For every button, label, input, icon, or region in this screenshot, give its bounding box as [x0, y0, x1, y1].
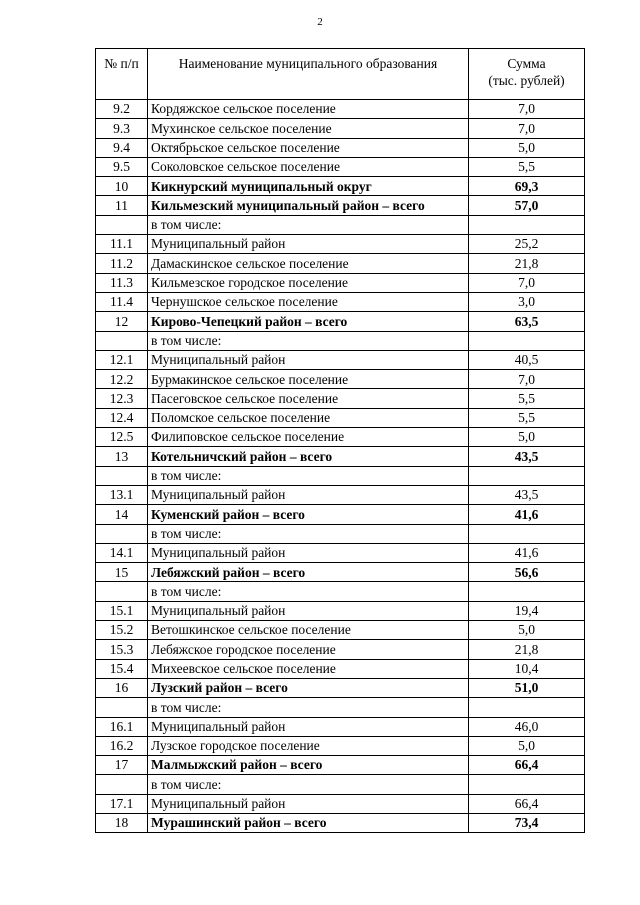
row-number-cell [96, 215, 148, 234]
row-number-cell: 11 [96, 196, 148, 215]
row-number-cell: 12.3 [96, 389, 148, 408]
header-row [96, 49, 585, 100]
row-name-cell: Муниципальный район [148, 794, 469, 813]
row-sum-cell [469, 215, 585, 234]
row-sum-cell: 19,4 [469, 601, 585, 620]
row-sum-cell: 5,5 [469, 389, 585, 408]
row-name-cell: Лебяжский район – всего [148, 563, 469, 582]
row-sum-cell [469, 466, 585, 485]
row-number-cell: 16.2 [96, 736, 148, 755]
table-row [96, 196, 585, 215]
table-row [96, 138, 585, 157]
row-sum-cell: 5,0 [469, 428, 585, 447]
row-number-cell: 15.4 [96, 659, 148, 678]
row-name-cell: Муниципальный район [148, 543, 469, 562]
table-row [96, 563, 585, 582]
table-row [96, 428, 585, 447]
row-name-cell: Бурмакинское сельское поселение [148, 370, 469, 389]
row-sum-cell: 56,6 [469, 563, 585, 582]
row-name-cell: Соколовское сельское поселение [148, 157, 469, 176]
table-row [96, 370, 585, 389]
table-row [96, 447, 585, 466]
row-name-cell: Котельничский район – всего [148, 447, 469, 466]
table-row [96, 119, 585, 138]
row-name-cell: Дамаскинское сельское поселение [148, 254, 469, 273]
table-row [96, 466, 585, 485]
row-sum-cell: 69,3 [469, 177, 585, 196]
row-name-cell: Филиповское сельское поселение [148, 428, 469, 447]
row-sum-cell [469, 582, 585, 601]
header-sum [469, 49, 585, 100]
row-number-cell: 12.4 [96, 408, 148, 427]
row-name-cell: Ветошкинское сельское поселение [148, 621, 469, 640]
table-row [96, 582, 585, 601]
row-number-cell: 9.3 [96, 119, 148, 138]
table-row [96, 157, 585, 176]
row-sum-cell: 5,5 [469, 157, 585, 176]
row-sum-cell [469, 331, 585, 350]
row-number-cell: 9.2 [96, 100, 148, 119]
table-row [96, 312, 585, 331]
row-number-cell: 16.1 [96, 717, 148, 736]
header-num: № п/п [96, 49, 148, 100]
row-sum-cell: 46,0 [469, 717, 585, 736]
row-sum-cell: 5,0 [469, 621, 585, 640]
table-row [96, 621, 585, 640]
table-row [96, 331, 585, 350]
table-row [96, 698, 585, 717]
header-sum-line1: Сумма [507, 56, 546, 71]
row-sum-cell: 7,0 [469, 119, 585, 138]
row-number-cell: 12.5 [96, 428, 148, 447]
allocation-table [95, 48, 585, 833]
table-row [96, 756, 585, 775]
table-row [96, 794, 585, 813]
row-sum-cell: 5,0 [469, 736, 585, 755]
table-row [96, 524, 585, 543]
row-sum-cell: 43,5 [469, 447, 585, 466]
row-number-cell [96, 466, 148, 485]
table-row [96, 273, 585, 292]
row-number-cell [96, 582, 148, 601]
row-name-cell: Муниципальный район [148, 601, 469, 620]
row-number-cell: 18 [96, 813, 148, 832]
row-sum-cell: 7,0 [469, 370, 585, 389]
row-name-cell: в том числе: [148, 466, 469, 485]
row-sum-cell: 41,6 [469, 505, 585, 524]
page-number: 2 [317, 16, 323, 28]
table-row [96, 215, 585, 234]
table-row [96, 678, 585, 697]
table-row [96, 235, 585, 254]
row-number-cell: 10 [96, 177, 148, 196]
row-sum-cell: 66,4 [469, 756, 585, 775]
table-row [96, 601, 585, 620]
row-sum-cell: 73,4 [469, 813, 585, 832]
table-row [96, 100, 585, 119]
row-name-cell: в том числе: [148, 698, 469, 717]
row-sum-cell: 21,8 [469, 254, 585, 273]
table-row [96, 389, 585, 408]
row-number-cell: 14.1 [96, 543, 148, 562]
row-number-cell: 13.1 [96, 485, 148, 504]
table-row [96, 350, 585, 369]
row-name-cell: Куменский район – всего [148, 505, 469, 524]
row-name-cell: Октябрьское сельское поселение [148, 138, 469, 157]
row-sum-cell: 25,2 [469, 235, 585, 254]
row-sum-cell: 21,8 [469, 640, 585, 659]
row-name-cell: Кильмезское городское поселение [148, 273, 469, 292]
row-name-cell: Кильмезский муниципальный район – всего [148, 196, 469, 215]
row-sum-cell: 41,6 [469, 543, 585, 562]
row-name-cell: в том числе: [148, 331, 469, 350]
row-number-cell: 11.4 [96, 292, 148, 311]
row-number-cell: 15.3 [96, 640, 148, 659]
row-number-cell: 15 [96, 563, 148, 582]
row-number-cell: 11.1 [96, 235, 148, 254]
row-sum-cell: 3,0 [469, 292, 585, 311]
row-number-cell [96, 331, 148, 350]
row-name-cell: Муниципальный район [148, 350, 469, 369]
table-row [96, 543, 585, 562]
row-name-cell: Чернушское сельское поселение [148, 292, 469, 311]
table-row [96, 659, 585, 678]
row-sum-cell: 5,5 [469, 408, 585, 427]
row-sum-cell: 63,5 [469, 312, 585, 331]
row-sum-cell: 43,5 [469, 485, 585, 504]
row-name-cell: Мухинское сельское поселение [148, 119, 469, 138]
table-row [96, 408, 585, 427]
row-sum-cell: 5,0 [469, 138, 585, 157]
row-number-cell: 17.1 [96, 794, 148, 813]
row-number-cell: 13 [96, 447, 148, 466]
row-number-cell: 12 [96, 312, 148, 331]
table-row [96, 254, 585, 273]
row-sum-cell: 10,4 [469, 659, 585, 678]
row-sum-cell: 7,0 [469, 273, 585, 292]
row-number-cell: 12.2 [96, 370, 148, 389]
row-number-cell: 16 [96, 678, 148, 697]
row-sum-cell [469, 524, 585, 543]
header-name: Наименование муниципального образования [148, 49, 469, 100]
row-name-cell: в том числе: [148, 775, 469, 794]
row-number-cell: 17 [96, 756, 148, 775]
row-number-cell [96, 524, 148, 543]
row-number-cell: 11.2 [96, 254, 148, 273]
row-sum-cell: 40,5 [469, 350, 585, 369]
row-number-cell: 15.1 [96, 601, 148, 620]
row-name-cell: Муниципальный район [148, 485, 469, 504]
table-header [96, 49, 585, 100]
table-row [96, 736, 585, 755]
row-name-cell: в том числе: [148, 582, 469, 601]
row-sum-cell [469, 775, 585, 794]
row-number-cell: 11.3 [96, 273, 148, 292]
row-name-cell: Кордяжское сельское поселение [148, 100, 469, 119]
row-number-cell: 15.2 [96, 621, 148, 640]
row-name-cell: Лебяжское городское поселение [148, 640, 469, 659]
table-row [96, 292, 585, 311]
row-name-cell: Кирово-Чепецкий район – всего [148, 312, 469, 331]
row-name-cell: Мурашинский район – всего [148, 813, 469, 832]
table-body [96, 100, 585, 833]
row-number-cell [96, 698, 148, 717]
row-number-cell: 14 [96, 505, 148, 524]
row-name-cell: Муниципальный район [148, 717, 469, 736]
row-name-cell: Пасеговское сельское поселение [148, 389, 469, 408]
row-name-cell: Михеевское сельское поселение [148, 659, 469, 678]
header-sum-line2: (тыс. рублей) [488, 73, 565, 88]
table-row [96, 813, 585, 832]
row-sum-cell: 66,4 [469, 794, 585, 813]
row-name-cell: Муниципальный район [148, 235, 469, 254]
row-name-cell: Малмыжский район – всего [148, 756, 469, 775]
row-name-cell: в том числе: [148, 215, 469, 234]
row-name-cell: Поломское сельское поселение [148, 408, 469, 427]
row-sum-cell: 51,0 [469, 678, 585, 697]
table-row [96, 485, 585, 504]
row-name-cell: Кикнурский муниципальный округ [148, 177, 469, 196]
row-sum-cell: 57,0 [469, 196, 585, 215]
row-name-cell: Лузский район – всего [148, 678, 469, 697]
row-number-cell: 12.1 [96, 350, 148, 369]
row-name-cell: Лузское городское поселение [148, 736, 469, 755]
row-sum-cell [469, 698, 585, 717]
table-row [96, 640, 585, 659]
row-number-cell [96, 775, 148, 794]
row-name-cell: в том числе: [148, 524, 469, 543]
row-number-cell: 9.5 [96, 157, 148, 176]
table-row [96, 717, 585, 736]
table-row [96, 505, 585, 524]
row-number-cell: 9.4 [96, 138, 148, 157]
table-row [96, 177, 585, 196]
row-sum-cell: 7,0 [469, 100, 585, 119]
table-row [96, 775, 585, 794]
